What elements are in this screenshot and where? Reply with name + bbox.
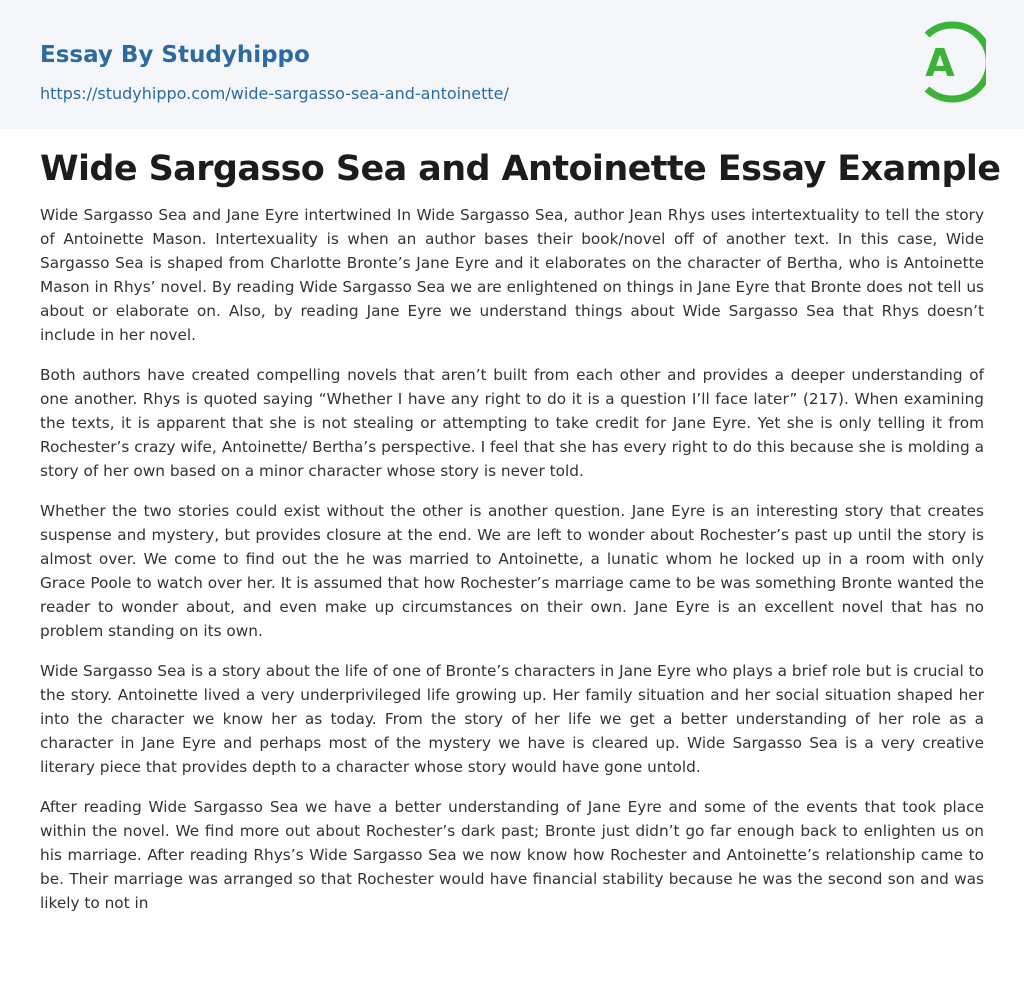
site-brand[interactable]: Essay By Studyhippo	[40, 42, 310, 68]
page-url-link[interactable]: https://studyhippo.com/wide-sargasso-sea-and-antoinette/	[40, 84, 509, 103]
page-header	[0, 0, 1024, 129]
article-title: Wide Sargasso Sea and Antoinette Essay Example	[40, 149, 1001, 189]
article-paragraph-5: After reading Wide Sargasso Sea we have a better understanding of Jane Eyre and some of the events that took place within the novel. We find more out about Rochester’s dark past; Bronte just didn’t go far enough back to enlighten us on his marriage. After reading Rhys’s Wide Sargasso Sea we now know how Rochester and Antoinette’s relationship came to be. Their marriage was arranged so that Rochester would have financial stability because he was the second son and was likely to not in	[40, 798, 984, 913]
article-paragraph-1: Wide Sargasso Sea and Jane Eyre intertwined In Wide Sargasso Sea, author Jean Rhys uses intertextuality to tell the story of Antoinette Mason. Intertexuality is when an author bases their book/novel off of another text. In this case, Wide Sargasso Sea is shaped from Charlotte Bronte’s Jane Eyre and it elaborates on the character of Bertha, who is Antoinette Mason in Rhys’ novel. By reading Wide Sargasso Sea we are enlightened on things in Jane Eyre that Bronte does not tell us about or elaborate on. Also, by reading Jane Eyre we understand things about Wide Sargasso Sea that Rhys doesn’t include in her novel.	[40, 206, 984, 345]
studyhippo-logo-icon[interactable]	[914, 19, 986, 105]
article-paragraph-2: Both authors have created compelling novels that aren’t built from each other and provides a deeper understanding of one another. Rhys is quoted saying “Whether I have any right to do it is a question I’ll face later” (217). When examining the texts, it is apparent that she is not stealing or attempting to take credit for Jane Eyre. Yet she is only telling it from Rochester’s crazy wife, Antoinette/ Bertha’s perspective. I feel that she has every right to do this because she is molding a story of her own based on a minor character whose story is never told.	[40, 366, 984, 481]
article-paragraph-4: Wide Sargasso Sea is a story about the life of one of Bronte’s characters in Jane Eyre who plays a brief role but is crucial to the story. Antoinette lived a very underprivileged life growing up. Her family situation and her social situation shaped her into the character we know her as today. From the story of her life we get a better understanding of her role as a character in Jane Eyre and perhaps most of the mystery we have is cleared up. Wide Sargasso Sea is a very creative literary piece that provides depth to a character whose story would have gone untold.	[40, 662, 984, 777]
logo-letter: A	[925, 41, 955, 85]
article-body	[0, 149, 1024, 915]
article-paragraph-3: Whether the two stories could exist without the other is another question. Jane Eyre is an interesting story that creates suspense and mystery, but provides closure at the end. We are left to wonder about Rochester’s past up until the story is almost over. We come to find out the he was married to Antoinette, a lunatic whom he locked up in a room with only Grace Poole to watch over her. It is assumed that how Rochester’s marriage came to be was something Bronte wanted the reader to wonder about, and even make up circumstances on their own. Jane Eyre is an excellent novel that has no problem standing on its own.	[40, 502, 984, 641]
